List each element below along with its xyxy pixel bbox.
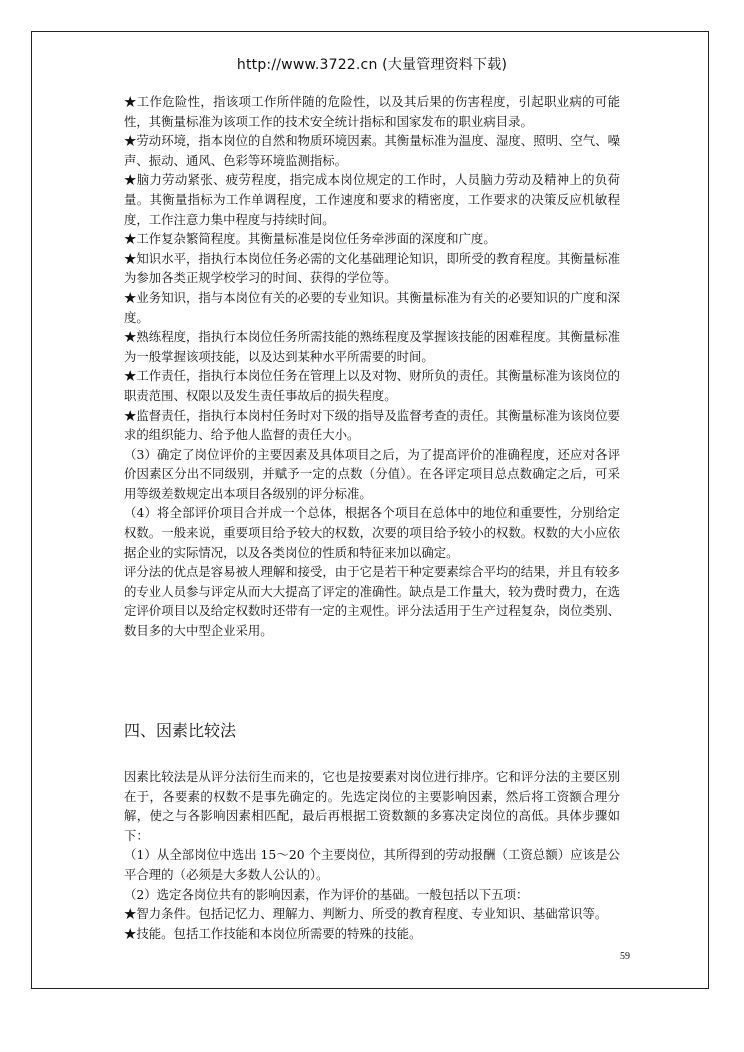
paragraph-knowledge-level: ★知识水平，指执行本岗位任务必需的文化基础理论知识，即所受的教育程度。其衡量标准为参加各类正规学校学习的时间、获得的学位等。 — [124, 250, 620, 286]
paragraph-complexity: ★工作复杂繁简程度。其衡量标准是岗位任务牵涉面的深度和广度。 — [124, 231, 496, 247]
paragraph-supervision-responsibility: ★监督责任，指执行本岗村任务时对下级的指导及监督考查的责任。其衡量标准为该岗位要求的组织能力、给予他人监督的责任大小。 — [124, 407, 620, 443]
paragraph-fc-step-1: （1）从全部岗位中选出 15～20 个主要岗位，其所得到的劳动报酬（工资总额）应该是公平合理的（必须是大多数人公认的）。 — [124, 847, 620, 882]
paragraph-work-hazard: ★工作危险性，指该项工作所伴随的危险性，以及其后果的伤害程度，引起职业病的可能性，其衡量标准为该项工作的技术安全统计指标和国家发布的职业病目录。 — [124, 94, 620, 129]
paragraph-skill: ★技能。包括工作技能和本岗位所需要的特殊的技能。 — [124, 925, 422, 941]
page-number: 59 — [620, 951, 630, 962]
paragraph-proficiency: ★熟练程度，指执行本岗位任务所需技能的熟练程度及掌握该技能的困难程度。其衡量标准为一般掌握该项技能，以及达到某种水平所需要的时间。 — [124, 329, 620, 364]
paragraph-scoring-evaluation: 评分法的优点是容易被人理解和接受，由于它是若干种定要素综合平均的结果，并且有较多的专业人员参与评定从而大大提高了评定的准确性。缺点是工作量大，较为费时费力，在选定评价项目以及给定权数时还带有一定的主观性。评分法适用于生产过程复杂，岗位类别、数目多的大中型企业采用。 — [124, 564, 620, 639]
header-url[interactable]: http://www.3722.cn (大量管理资料下载) — [236, 57, 508, 73]
paragraph-work-responsibility: ★工作责任，指执行本岗位任务在管理上以及对物、财所负的责任。其衡量标准为该岗位的职责范围、权限以及发生责任事故后的损失程度。 — [124, 368, 620, 403]
body-text-top — [124, 92, 620, 641]
paragraph-intellect-condition: ★智力条件。包括记忆力、理解力、判断力、所受的教育程度、专业知识、基础常识等。 — [124, 906, 608, 922]
paragraph-step-3: （3）确定了岗位评价的主要因素及具体项目之后，为了提高评价的准确程度，还应对各评价因素区分出不同级别，并赋予一定的点数（分值）。在各评定项目总点数确定之后，可采用等级差数规定出本项目各级别的评分标准。 — [124, 446, 620, 501]
paragraph-work-environment: ★劳动环境，指本岗位的自然和物质环境因素。其衡量标准为温度、湿度、照明、空气、噪声、振动、通风、色彩等环境监测指标。 — [124, 133, 620, 168]
section-heading: 四、因素比较法 — [124, 721, 237, 740]
body-text-bottom — [124, 767, 620, 943]
paragraph-mental-strain: ★脑力劳动紧张、疲劳程度，指完成本岗位规定的工作时，人员脑力劳动及精神上的负荷量。其衡量指标为工作单调程度，工作速度和要求的精密度，工作要求的决策反应机敏程度，工作注意力集中程度与持续时间。 — [124, 172, 620, 227]
paragraph-factor-comparison-intro: 因素比较法是从评分法衍生而来的，它也是按要素对岗位进行排序。它和评分法的主要区别在于，各要素的权数不是事先确定的。先选定岗位的主要影响因素，然后将工资额合理分解，使之与各影响因素相匹配，最后再根据工资数额的多寡决定岗位的高低。具体步骤如下： — [124, 769, 620, 843]
paragraph-fc-step-2: （2）选定各岗位共有的影响因素，作为评价的基础。一般包括以下五项： — [124, 886, 529, 902]
paragraph-business-knowledge: ★业务知识，指与本岗位有关的必要的专业知识。其衡量标准为有关的必要知识的广度和深度。 — [124, 289, 620, 325]
paragraph-step-4: （4）将全部评价项目合并成一个总体，根据各个项目在总体中的地位和重要性，分别给定权数。一般来说，重要项目给予较大的权数，次要的项目给予较小的权数。权数的大小应依据企业的实际情况，以及各类岗位的性质和特征来加以确定。 — [124, 505, 620, 560]
